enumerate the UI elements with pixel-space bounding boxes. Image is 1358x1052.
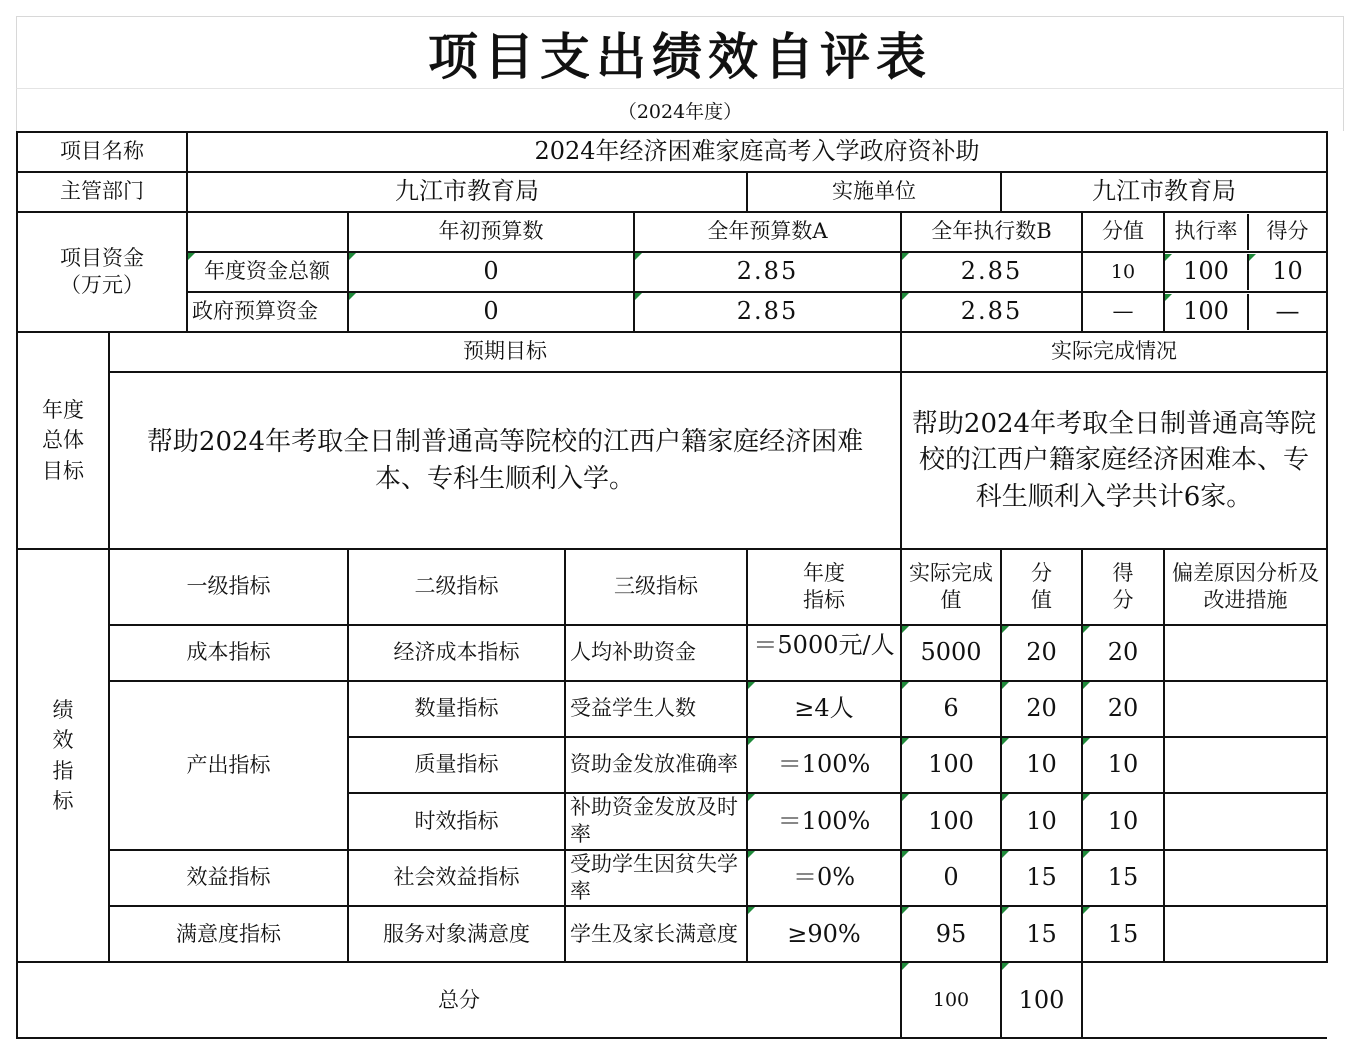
expected-goal-header: 预期目标	[109, 332, 901, 372]
cell-marker-icon	[748, 682, 755, 689]
score-header: 得分	[1082, 549, 1164, 625]
actual-value-cell: 5000	[901, 625, 1001, 681]
actual-value-header: 实际完成值	[901, 549, 1001, 625]
cell-marker-icon	[1083, 794, 1090, 801]
funds-initial-value: 0	[348, 292, 634, 332]
self-evaluation-sheet	[16, 16, 1342, 1036]
cell-marker-icon	[1249, 254, 1256, 261]
department-label: 主管部门	[17, 172, 187, 212]
score-cell: 10	[1082, 793, 1164, 850]
cell-marker-icon	[748, 907, 755, 914]
cell-marker-icon	[902, 851, 909, 858]
project-name-value: 2024年经济困难家庭高考入学政府资补助	[187, 132, 1327, 172]
actual-completion-header: 实际完成情况	[901, 332, 1327, 372]
deviation-cell	[1164, 625, 1327, 681]
actual-value-cell: 0	[901, 850, 1001, 907]
funds-header-executed: 全年执行数B	[901, 212, 1082, 252]
deviation-cell	[1164, 737, 1327, 793]
cell-marker-icon	[902, 963, 909, 970]
cell-marker-icon	[1002, 907, 1009, 914]
deviation-cell	[1164, 681, 1327, 737]
score-cell: 10	[1082, 737, 1164, 793]
level3-cell: 补助资金发放及时率	[565, 793, 747, 850]
funds-rate-value: 100	[1165, 294, 1249, 330]
cell-marker-icon	[1083, 682, 1090, 689]
level3-cell: 资助金发放准确率	[565, 737, 747, 793]
expected-goal-text: 帮助2024年考取全日制普通高等院校的江西户籍家庭经济困难本、专科生顺利入学。	[109, 372, 901, 549]
funds-header-blank	[187, 212, 348, 252]
level1-cell: 成本指标	[109, 625, 348, 681]
total-blank	[1082, 962, 1327, 1038]
level2-cell: 社会效益指标	[348, 850, 565, 907]
target-cell: ＝5000元/人	[747, 625, 901, 681]
funds-rate-score	[1164, 252, 1327, 292]
cell-marker-icon	[748, 794, 755, 801]
score-cell: 20	[1082, 681, 1164, 737]
deviation-cell	[1164, 793, 1327, 850]
funds-annual-value: 2.85	[634, 252, 901, 292]
cell-marker-icon	[902, 907, 909, 914]
level1-cell: 效益指标	[109, 850, 348, 907]
funds-rate-score	[1164, 292, 1327, 332]
funds-row-label: 年度资金总额	[204, 259, 330, 284]
year-subtitle: （2024年度）	[16, 88, 1344, 131]
cell-marker-icon	[1165, 254, 1172, 261]
funds-label-line1: 项目资金	[60, 245, 144, 270]
cell-marker-icon	[1083, 851, 1090, 858]
target-header: 年度指标	[747, 549, 901, 625]
score-value-cell: 10	[1001, 737, 1082, 793]
funds-header-rate: 执行率	[1165, 214, 1249, 250]
actual-value-cell: 100	[901, 793, 1001, 850]
score-value-cell: 20	[1001, 681, 1082, 737]
annual-goal-label: 年度总体目标	[17, 332, 109, 549]
target-cell: ≥4人	[747, 681, 901, 737]
cell-marker-icon	[349, 293, 356, 300]
level1-cell: 产出指标	[109, 681, 348, 850]
deviation-cell	[1164, 850, 1327, 907]
cell-marker-icon	[902, 794, 909, 801]
cell-marker-icon	[1083, 626, 1090, 633]
department-value: 九江市教育局	[187, 172, 747, 212]
level2-cell: 质量指标	[348, 737, 565, 793]
actual-value-cell: 100	[901, 737, 1001, 793]
funds-score: —	[1275, 297, 1300, 326]
cell-marker-icon	[188, 253, 195, 260]
evaluation-table	[16, 131, 1328, 1039]
funds-initial-value: 0	[348, 252, 634, 292]
funds-label-line2: （万元）	[60, 273, 144, 297]
level2-cell: 时效指标	[348, 793, 565, 850]
cell-marker-icon	[902, 738, 909, 745]
funds-header-score: 得分	[1266, 219, 1309, 244]
cell-marker-icon	[748, 738, 755, 745]
actual-completion-text: 帮助2024年考取全日制普通高等院校的江西户籍家庭经济困难本、专科生顺利入学共计6家。	[901, 372, 1327, 549]
score-cell: 15	[1082, 850, 1164, 907]
cell-marker-icon	[1002, 682, 1009, 689]
funds-annual-value: 2.85	[634, 292, 901, 332]
cell-marker-icon	[1083, 907, 1090, 914]
target-cell: ＝100%	[747, 793, 901, 850]
funds-score: 10	[1249, 254, 1326, 290]
funds-score-value: —	[1082, 292, 1164, 332]
page-title: 项目支出绩效自评表	[16, 16, 1344, 89]
funds-rate-value: 100	[1165, 254, 1249, 290]
cell-marker-icon	[902, 253, 909, 260]
score-value-header: 分值	[1001, 549, 1082, 625]
performance-indicators-label: 绩效指标	[17, 549, 109, 962]
target-cell: ＝100%	[747, 737, 901, 793]
level2-header: 二级指标	[348, 549, 565, 625]
total-score: 100	[1001, 962, 1082, 1038]
implementing-unit-value: 九江市教育局	[1001, 172, 1327, 212]
cell-marker-icon	[1002, 851, 1009, 858]
cell-marker-icon	[1002, 626, 1009, 633]
cell-marker-icon	[635, 253, 642, 260]
actual-value-cell: 6	[901, 681, 1001, 737]
score-value-cell: 20	[1001, 625, 1082, 681]
score-value-cell: 10	[1001, 793, 1082, 850]
level3-cell: 学生及家长满意度	[565, 906, 747, 962]
funds-row-label: 政府预算资金	[192, 299, 318, 324]
funds-header-score-value: 分值	[1082, 212, 1164, 252]
level1-cell: 满意度指标	[109, 906, 348, 962]
level2-cell: 服务对象满意度	[348, 906, 565, 962]
level1-header: 一级指标	[109, 549, 348, 625]
deviation-cell	[1164, 906, 1327, 962]
score-cell: 15	[1082, 906, 1164, 962]
cell-marker-icon	[902, 682, 909, 689]
funds-header-rate-score	[1164, 212, 1327, 252]
funds-header-initial: 年初预算数	[348, 212, 634, 252]
total-label: 总分	[17, 962, 901, 1038]
score-cell: 20	[1082, 625, 1164, 681]
cell-marker-icon	[1002, 738, 1009, 745]
level2-cell: 数量指标	[348, 681, 565, 737]
funds-executed-value: 2.85	[901, 292, 1082, 332]
project-name-label: 项目名称	[17, 132, 187, 172]
funds-executed-value: 2.85	[901, 252, 1082, 292]
cell-marker-icon	[902, 293, 909, 300]
funds-row	[187, 292, 348, 332]
cell-marker-icon	[349, 253, 356, 260]
funds-label	[17, 212, 187, 332]
cell-marker-icon	[1083, 738, 1090, 745]
target-cell: ＝0%	[747, 850, 901, 907]
cell-marker-icon	[635, 293, 642, 300]
deviation-header: 偏差原因分析及改进措施	[1164, 549, 1327, 625]
score-value-cell: 15	[1001, 850, 1082, 907]
funds-score-value: 10	[1082, 252, 1164, 292]
level3-header: 三级指标	[565, 549, 747, 625]
funds-row	[187, 252, 348, 292]
target-cell: ≥90%	[747, 906, 901, 962]
cell-marker-icon	[1165, 294, 1172, 301]
level3-cell: 受益学生人数	[565, 681, 747, 737]
cell-marker-icon	[748, 851, 755, 858]
score-value-cell: 15	[1001, 906, 1082, 962]
funds-header-annual: 全年预算数A	[634, 212, 901, 252]
level2-cell: 经济成本指标	[348, 625, 565, 681]
cell-marker-icon	[1002, 794, 1009, 801]
level3-cell: 人均补助资金	[565, 625, 747, 681]
implementing-unit-label: 实施单位	[747, 172, 1001, 212]
total-score-value: 100	[901, 962, 1001, 1038]
actual-value-cell: 95	[901, 906, 1001, 962]
cell-marker-icon	[902, 626, 909, 633]
level3-cell: 受助学生因贫失学率	[565, 850, 747, 907]
cell-marker-icon	[1002, 963, 1009, 970]
